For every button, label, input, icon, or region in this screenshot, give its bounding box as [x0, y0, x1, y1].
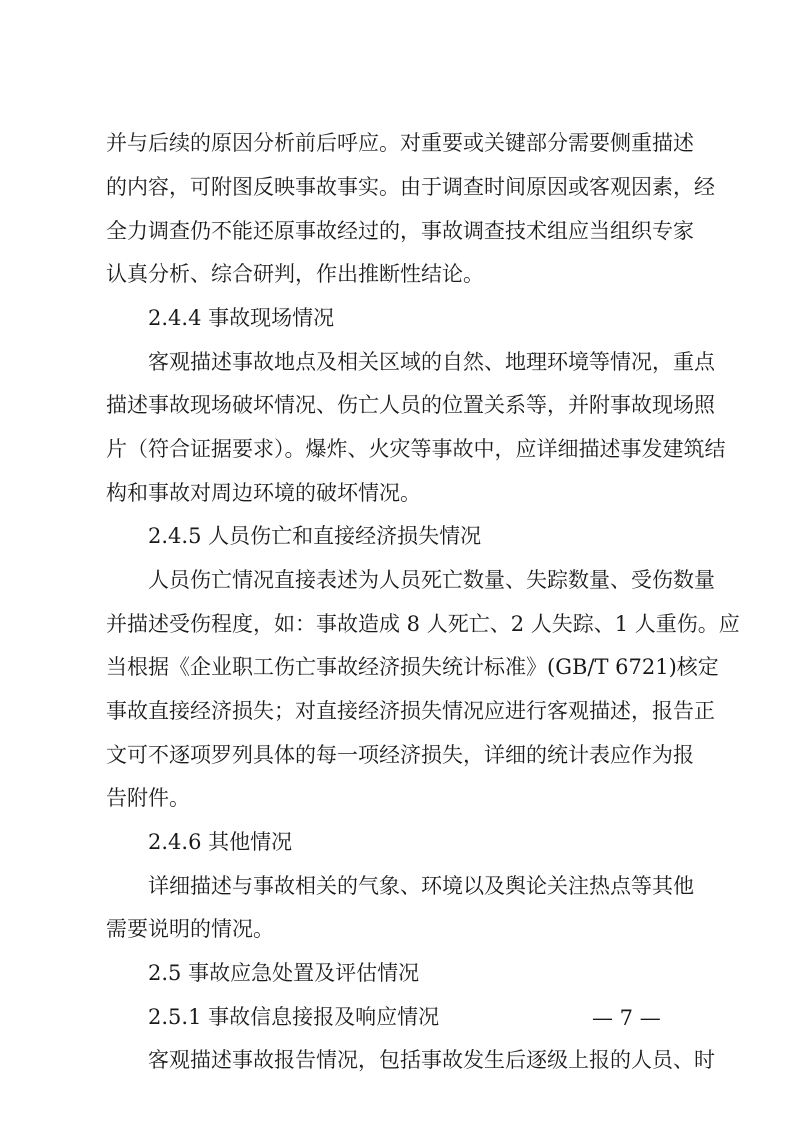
body-text-line: 认真分析、综合研判，作出推断性结论。: [106, 262, 484, 286]
section-heading-2-5-1: 2.5.1 事故信息接报及响应情况: [148, 1005, 440, 1029]
body-text-line: 人员伤亡情况直接表述为人员死亡数量、失踪数量、受伤数量: [148, 568, 715, 592]
page-number: — 7 —: [592, 1006, 661, 1030]
body-text-line: 事故直接经济损失；对直接经济损失情况应进行客观描述，报告正: [106, 699, 715, 723]
body-text-line: 当根据《企业职工伤亡事故经济损失统计标准》(GB/T 6721)核定: [106, 655, 719, 679]
body-text-line: 片（符合证据要求）。爆炸、火灾等事故中，应详细描述事发建筑结: [106, 437, 726, 461]
body-text-line: 描述事故现场破坏情况、伤亡人员的位置关系等，并附事故现场照: [106, 393, 715, 417]
section-heading-2-5: 2.5 事故应急处置及评估情况: [148, 961, 420, 985]
section-heading-2-4-5: 2.4.5 人员伤亡和直接经济损失情况: [148, 524, 482, 548]
body-text-line: 需要说明的情况。: [106, 917, 274, 941]
body-text-line: 详细描述与事故相关的气象、环境以及舆论关注热点等其他: [148, 874, 694, 898]
body-text-line: 并与后续的原因分析前后呼应。对重要或关键部分需要侧重描述: [106, 131, 694, 155]
body-text-line: 告附件。: [106, 786, 190, 810]
body-text-line: 并描述受伤程度，如：事故造成 8 人死亡、2 人失踪、1 人重伤。应: [106, 612, 740, 636]
body-text-line: 文可不逐项罗列具体的每一项经济损失，详细的统计表应作为报: [106, 743, 694, 767]
section-heading-2-4-4: 2.4.4 事故现场情况: [148, 306, 335, 330]
body-text-line: 的内容，可附图反映事故事实。由于调查时间原因或客观因素，经: [106, 175, 715, 199]
body-text-line: 构和事故对周边环境的破坏情况。: [106, 481, 421, 505]
body-text-line: 全力调查仍不能还原事故经过的，事故调查技术组应当组织专家: [106, 219, 694, 243]
body-text-line: 客观描述事故报告情况，包括事故发生后逐级上报的人员、时: [148, 1048, 715, 1072]
body-text-line: 客观描述事故地点及相关区域的自然、地理环境等情况，重点: [148, 350, 715, 374]
section-heading-2-4-6: 2.4.6 其他情况: [148, 830, 293, 854]
